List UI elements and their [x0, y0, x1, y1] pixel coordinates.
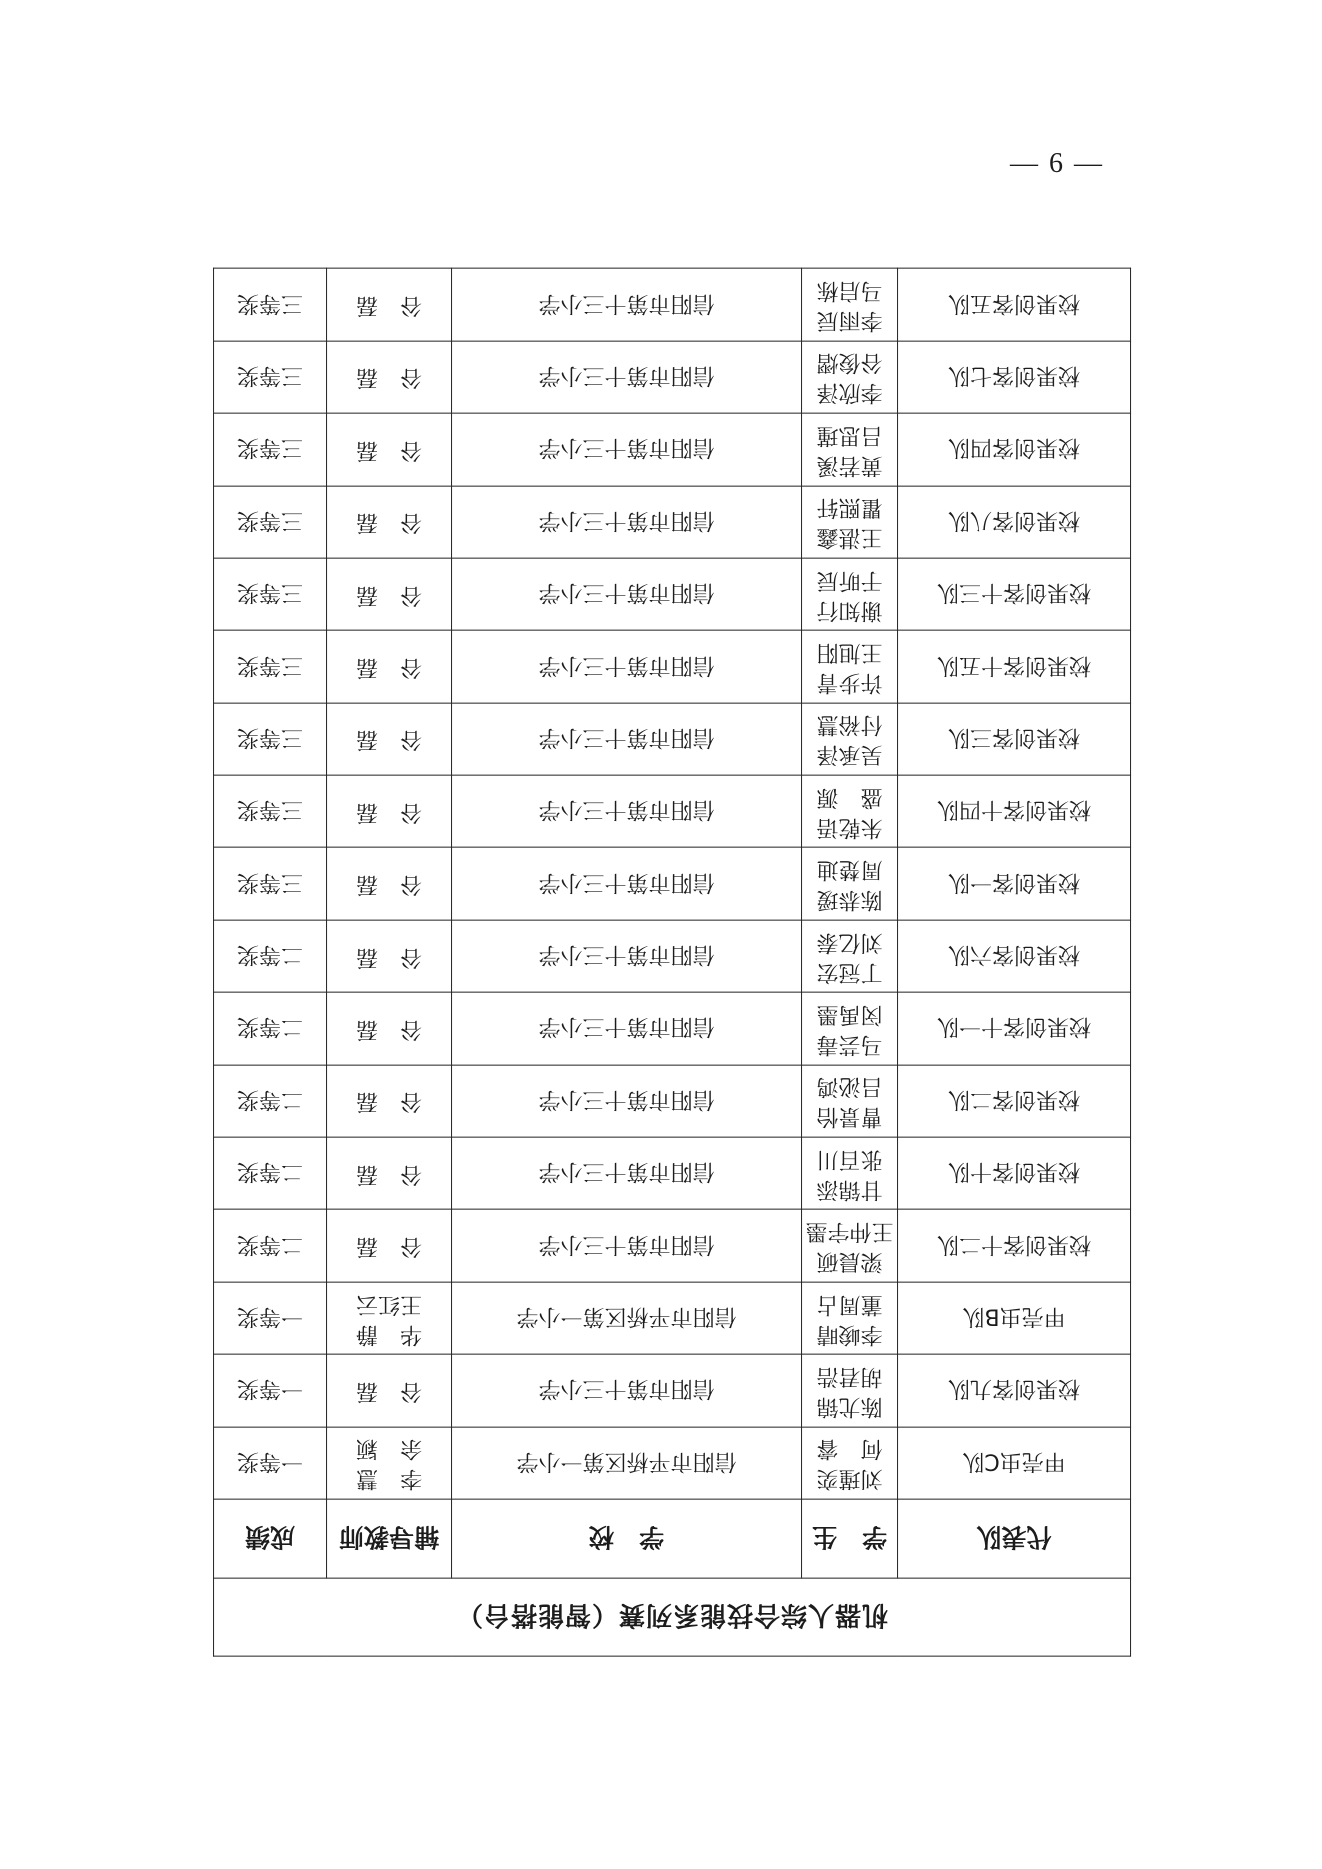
teachers-cell-stack	[327, 1433, 451, 1493]
table-row	[214, 341, 1131, 413]
school-cell	[452, 341, 802, 413]
school-name: 信阳市平桥区第一小学	[516, 1448, 737, 1474]
teachers-cell-stack	[327, 796, 451, 826]
teachers-cell-stack	[327, 941, 451, 971]
teacher-name: 谷 磊	[356, 509, 423, 535]
student-name: 李欣泽	[816, 380, 883, 406]
award-level: 三等奖	[237, 362, 304, 388]
student-name: 李峻晴	[816, 1321, 883, 1347]
school-cell	[452, 1210, 802, 1282]
award-cell	[214, 992, 327, 1064]
student-name: 刘瑾奕	[816, 1465, 883, 1491]
team-name: 校果创客十一队	[937, 1014, 1092, 1040]
award-cell	[214, 1427, 327, 1499]
student-name: 陈恭瑷	[816, 886, 883, 912]
teacher-name: 谷 磊	[356, 1161, 423, 1187]
students-cell	[802, 630, 898, 702]
team-name: 校果创客三队	[948, 724, 1081, 750]
students-cell	[802, 992, 898, 1064]
team-cell	[898, 1137, 1131, 1209]
team-cell	[898, 1354, 1131, 1426]
students-cell-stack	[802, 926, 897, 986]
award-level: 三等奖	[237, 796, 304, 822]
school-name: 信阳市第十三小学	[538, 1376, 715, 1402]
school-cell	[452, 775, 802, 847]
school-name: 信阳市第十三小学	[538, 869, 715, 895]
table-row	[214, 992, 1131, 1064]
teachers-cell	[327, 558, 452, 630]
teachers-cell	[327, 703, 452, 775]
students-cell-stack	[802, 347, 897, 407]
table-row	[214, 703, 1131, 775]
table-row	[214, 1427, 1131, 1499]
school-cell	[452, 1427, 802, 1499]
teachers-cell	[327, 1210, 452, 1282]
students-cell-stack	[802, 492, 897, 552]
award-level: 一等奖	[237, 1448, 304, 1474]
student-name: 王仲宇墨	[805, 1218, 894, 1244]
students-cell-stack	[802, 637, 897, 697]
students-cell	[802, 486, 898, 558]
students-cell-stack	[802, 1143, 897, 1203]
school-cell	[452, 413, 802, 485]
award-level: 三等奖	[237, 434, 304, 460]
award-cell	[214, 848, 327, 920]
teacher-name: 谷 磊	[356, 1378, 423, 1404]
award-cell	[214, 413, 327, 485]
student-name: 瞿熙轩	[816, 494, 883, 520]
team-name: 校果创客一队	[948, 869, 1081, 895]
student-name: 吕思瑾	[816, 422, 883, 448]
school-cell	[452, 920, 802, 992]
award-level: 二等奖	[237, 1014, 304, 1040]
header-team: 代表队	[898, 1499, 1131, 1578]
teachers-cell	[327, 269, 452, 341]
team-cell	[898, 630, 1131, 702]
students-cell	[802, 1210, 898, 1282]
award-level: 一等奖	[237, 1303, 304, 1329]
award-cell	[214, 1282, 327, 1354]
award-level: 一等奖	[237, 1376, 304, 1402]
students-cell-stack	[802, 709, 897, 769]
teachers-cell-stack	[327, 290, 451, 320]
team-cell	[898, 992, 1131, 1064]
school-name: 信阳市第十三小学	[538, 1086, 715, 1112]
teachers-cell-stack	[327, 869, 451, 899]
team-name: 校果创客七队	[948, 362, 1081, 388]
table-row	[214, 486, 1131, 558]
teachers-cell-stack	[327, 1014, 451, 1044]
student-name: 马芸毒	[816, 1031, 883, 1057]
award-level: 二等奖	[237, 941, 304, 967]
table-row	[214, 1065, 1131, 1137]
school-name: 信阳市第十三小学	[538, 434, 715, 460]
students-cell-stack	[802, 1288, 897, 1348]
award-table-wrapper	[213, 268, 1131, 1657]
teachers-cell	[327, 341, 452, 413]
school-cell	[452, 703, 802, 775]
teacher-name: 王红云	[356, 1291, 423, 1317]
award-level: 三等奖	[237, 290, 304, 316]
teachers-cell	[327, 1427, 452, 1499]
award-level: 二等奖	[237, 1231, 304, 1257]
award-cell	[214, 486, 327, 558]
teachers-cell-stack	[327, 1086, 451, 1116]
teachers-cell-stack	[327, 579, 451, 609]
team-cell	[898, 1427, 1131, 1499]
teachers-cell-stack	[327, 1288, 451, 1348]
teacher-name: 谷 磊	[356, 727, 423, 753]
teacher-name: 谷 磊	[356, 799, 423, 825]
student-name: 陈尤锦	[816, 1393, 883, 1419]
team-name: 校果创客二队	[948, 1086, 1081, 1112]
team-name: 甲壳虫C队	[962, 1448, 1066, 1474]
teacher-name: 谷 磊	[356, 1016, 423, 1042]
award-level: 三等奖	[237, 507, 304, 533]
award-level: 三等奖	[237, 869, 304, 895]
award-cell	[214, 1065, 327, 1137]
rotated-content	[213, 268, 1131, 1657]
team-cell	[898, 1210, 1131, 1282]
teachers-cell-stack	[327, 724, 451, 754]
award-cell	[214, 1354, 327, 1426]
student-name: 许步青	[816, 669, 883, 695]
table-row	[214, 1137, 1131, 1209]
table-row	[214, 269, 1131, 341]
students-cell	[802, 1427, 898, 1499]
table-row	[214, 848, 1131, 920]
teacher-name: 谷 磊	[356, 871, 423, 897]
school-name: 信阳市第十三小学	[538, 796, 715, 822]
award-cell	[214, 341, 327, 413]
students-cell-stack	[802, 1071, 897, 1131]
team-cell	[898, 269, 1131, 341]
team-cell	[898, 775, 1131, 847]
table-row	[214, 558, 1131, 630]
student-name: 张百川	[816, 1146, 883, 1172]
teacher-name: 谷 磊	[356, 944, 423, 970]
students-cell-stack	[802, 854, 897, 914]
award-cell	[214, 703, 327, 775]
student-name: 何 睿	[816, 1435, 883, 1461]
student-name: 曹景怡	[816, 1104, 883, 1129]
student-name: 付裕慧	[816, 712, 883, 738]
teacher-name: 谷 磊	[356, 1233, 423, 1259]
team-cell	[898, 1065, 1131, 1137]
award-cell	[214, 630, 327, 702]
school-name: 信阳市第十三小学	[538, 579, 715, 605]
school-cell	[452, 1282, 802, 1354]
student-name: 董周占	[816, 1291, 883, 1317]
teachers-cell	[327, 1354, 452, 1426]
team-name: 校果创客十五队	[937, 652, 1092, 678]
students-cell-stack	[802, 1361, 897, 1421]
teachers-cell-stack	[327, 362, 451, 392]
school-name: 信阳市第十三小学	[538, 507, 715, 533]
students-cell-stack	[802, 275, 897, 335]
team-name: 校果创客十二队	[937, 1231, 1092, 1257]
team-cell	[898, 558, 1131, 630]
team-name: 校果创客四队	[948, 434, 1081, 460]
student-name: 王旭阳	[816, 639, 883, 665]
students-cell-stack	[802, 1433, 897, 1493]
student-name: 于昕辰	[816, 567, 883, 593]
team-name: 校果创客十四队	[937, 796, 1092, 822]
teacher-name: 谷 磊	[356, 365, 423, 391]
teacher-name: 谷 磊	[356, 1089, 423, 1114]
student-name: 王湛鑫	[816, 524, 883, 550]
table-header-row	[214, 1499, 1131, 1578]
header-teacher: 辅导教师	[327, 1499, 452, 1578]
award-cell	[214, 1137, 327, 1209]
award-cell	[214, 1210, 327, 1282]
students-cell	[802, 703, 898, 775]
school-cell	[452, 1137, 802, 1209]
teachers-cell	[327, 1137, 452, 1209]
teachers-cell-stack	[327, 652, 451, 682]
students-cell	[802, 1282, 898, 1354]
students-cell	[802, 1354, 898, 1426]
students-cell-stack	[802, 1216, 897, 1276]
team-cell	[898, 486, 1131, 558]
teacher-name: 谷 磊	[356, 654, 423, 680]
school-cell	[452, 269, 802, 341]
students-cell	[802, 413, 898, 485]
table-row	[214, 1210, 1131, 1282]
teachers-cell-stack	[327, 1376, 451, 1406]
students-cell-stack	[802, 781, 897, 841]
teachers-cell	[327, 486, 452, 558]
teachers-cell-stack	[327, 507, 451, 537]
students-cell-stack	[802, 564, 897, 624]
table-row	[214, 1354, 1131, 1426]
teachers-cell	[327, 413, 452, 485]
table-row	[214, 1282, 1131, 1354]
team-name: 校果创客六队	[948, 941, 1081, 967]
student-name: 朱乾语	[816, 814, 883, 840]
teachers-cell-stack	[327, 1231, 451, 1261]
students-cell	[802, 775, 898, 847]
teachers-cell-stack	[327, 434, 451, 464]
header-award: 成绩	[214, 1499, 327, 1578]
school-cell	[452, 630, 802, 702]
student-name: 梁晨硕	[816, 1248, 883, 1274]
school-cell	[452, 992, 802, 1064]
student-name: 周楚迪	[816, 856, 883, 882]
table-title-row	[214, 1578, 1131, 1656]
team-name: 校果创客十队	[948, 1158, 1081, 1184]
teacher-name: 谷 磊	[356, 582, 423, 608]
student-name: 谢知行	[816, 597, 883, 623]
students-cell-stack	[802, 419, 897, 479]
table-row	[214, 775, 1131, 847]
students-cell	[802, 848, 898, 920]
teacher-name: 李 慧	[356, 1465, 423, 1491]
award-level: 二等奖	[237, 1086, 304, 1112]
students-cell	[802, 269, 898, 341]
students-cell	[802, 920, 898, 992]
school-name: 信阳市第十三小学	[538, 652, 715, 678]
team-cell	[898, 920, 1131, 992]
students-cell-stack	[802, 999, 897, 1059]
students-cell	[802, 1137, 898, 1209]
student-name: 丁冠宏	[816, 959, 883, 985]
school-cell	[452, 486, 802, 558]
team-name: 甲壳虫B队	[962, 1303, 1066, 1329]
header-student: 学 生	[802, 1499, 898, 1578]
table-row	[214, 630, 1131, 702]
team-name: 校果创客八队	[948, 507, 1081, 533]
award-cell	[214, 558, 327, 630]
award-cell	[214, 775, 327, 847]
teachers-cell	[327, 1282, 452, 1354]
teachers-cell	[327, 848, 452, 920]
students-cell	[802, 1065, 898, 1137]
school-cell	[452, 1065, 802, 1137]
award-level: 三等奖	[237, 579, 304, 605]
student-name: 吴承泽	[816, 742, 883, 768]
team-name: 校果创客十三队	[937, 579, 1092, 605]
teacher-name: 余 颖	[356, 1435, 423, 1461]
student-name: 刘亿泰	[816, 929, 883, 955]
teachers-cell	[327, 775, 452, 847]
teachers-cell	[327, 992, 452, 1064]
students-cell	[802, 558, 898, 630]
school-name: 信阳市第十三小学	[538, 1158, 715, 1184]
school-name: 信阳市第十三小学	[538, 941, 715, 967]
team-name: 校果创客五队	[948, 290, 1081, 316]
school-cell	[452, 1354, 802, 1426]
student-name: 李雨辰	[816, 307, 883, 333]
student-name: 吕泌鸿	[816, 1074, 883, 1099]
teachers-cell	[327, 630, 452, 702]
page-number: — 6 —	[1010, 148, 1104, 179]
school-cell	[452, 558, 802, 630]
student-name: 谷俊熠	[816, 350, 883, 376]
award-level: 二等奖	[237, 1158, 304, 1184]
school-name: 信阳市第十三小学	[538, 1014, 715, 1040]
student-name: 甘锦添	[816, 1176, 883, 1202]
school-name: 信阳市第十三小学	[538, 362, 715, 388]
table-row	[214, 413, 1131, 485]
school-name: 信阳市第十三小学	[538, 290, 715, 316]
team-cell	[898, 1282, 1131, 1354]
team-cell	[898, 848, 1131, 920]
award-level: 三等奖	[237, 724, 304, 750]
student-name: 黄若溪	[816, 452, 883, 478]
student-name: 闵禹墨	[816, 1001, 883, 1027]
award-cell	[214, 920, 327, 992]
award-table	[213, 268, 1131, 1657]
award-cell	[214, 269, 327, 341]
school-name: 信阳市第十三小学	[538, 1231, 715, 1257]
students-cell	[802, 341, 898, 413]
table-title: 机器人综合技能系列赛（智能搭台）	[214, 1578, 1131, 1656]
teachers-cell	[327, 920, 452, 992]
school-name: 信阳市第十三小学	[538, 724, 715, 750]
award-level: 三等奖	[237, 652, 304, 678]
teachers-cell-stack	[327, 1158, 451, 1188]
team-name: 校果创客九队	[948, 1376, 1081, 1402]
school-name: 信阳市平桥区第一小学	[516, 1303, 737, 1329]
table-row	[214, 920, 1131, 992]
teacher-name: 华 静	[356, 1321, 423, 1347]
header-school: 学 校	[452, 1499, 802, 1578]
teacher-name: 谷 磊	[356, 437, 423, 463]
team-cell	[898, 341, 1131, 413]
team-cell	[898, 413, 1131, 485]
student-name: 胡君浩	[816, 1363, 883, 1389]
school-cell	[452, 848, 802, 920]
student-name: 盛 源	[816, 784, 883, 810]
teachers-cell	[327, 1065, 452, 1137]
team-cell	[898, 703, 1131, 775]
student-name: 马启栋	[816, 277, 883, 303]
teacher-name: 谷 磊	[356, 292, 423, 318]
